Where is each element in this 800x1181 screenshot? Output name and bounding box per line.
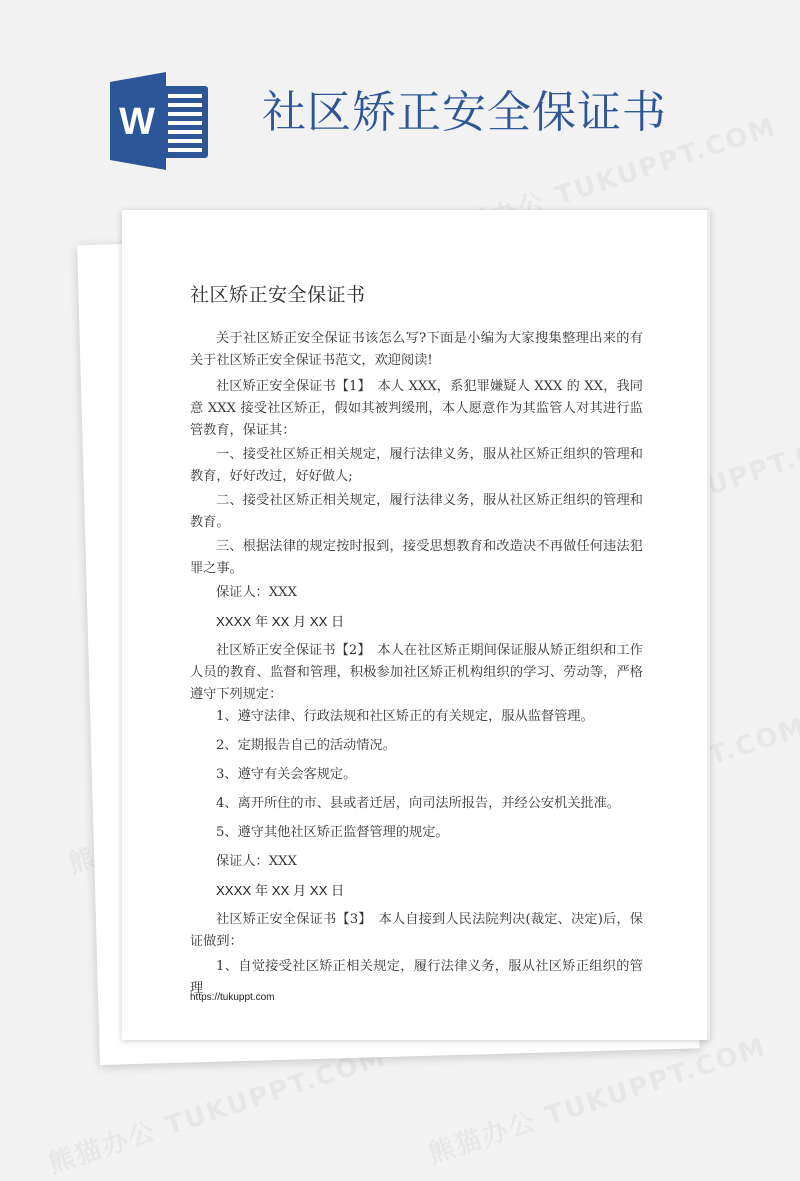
document-title: 社区矫正安全保证书 — [190, 284, 366, 306]
list-item: 3、遵守有关会客规定。 — [216, 767, 357, 782]
list-item: 1、遵守法律、行政法规和社区矫正的有关规定，服从监督管理。 — [216, 709, 594, 724]
date-line: XXXX 年 XX 月 XX 日 — [216, 614, 345, 629]
list-item: 5、遵守其他社区矫正监督管理的规定。 — [216, 825, 449, 840]
document-page — [122, 210, 710, 1040]
banner-title: 社区矫正安全保证书 — [262, 87, 667, 138]
signatory-line: 保证人：XXX — [216, 585, 297, 600]
footer-url: https://tukuppt.com — [190, 992, 275, 1003]
list-item: 2、定期报告自己的活动情况。 — [216, 738, 396, 753]
date-line: XXXX 年 XX 月 XX 日 — [216, 883, 345, 898]
paragraph-item: 三、根据法律的规定按时报到，接受思想教育和改造决不再做任何违法犯罪之事。 — [190, 539, 643, 576]
paragraph-section-1: 社区矫正安全保证书【1】 本人 XXX，系犯罪嫌疑人 XXX 的 XX，我同意 XXX 接受社区矫正，假如其被判缓刑，本人愿意作为其监管人对其进行监管教育，保证其： — [190, 379, 643, 438]
paragraph-intro: 关于社区矫正安全保证书该怎么写?下面是小编为大家搜集整理出来的有关于社区矫正安全保证书范文，欢迎阅读! — [190, 331, 643, 368]
paragraph-section-2: 社区矫正安全保证书【2】 本人在社区矫正期间保证服从矫正组织和工作人员的教育、监督和管理，积极参加社区矫正机构组织的学习、劳动等，严格遵守下列规定： — [190, 643, 643, 702]
list-item: 1、自觉接受社区矫正相关规定，履行法律义务，服从社区矫正组织的管理 — [190, 959, 643, 996]
banner — [0, 0, 800, 200]
signatory-line: 保证人：XXX — [216, 854, 297, 869]
paragraph-item: 一、接受社区矫正相关规定，履行法律义务，服从社区矫正组织的管理和教育，好好改过，好好做人; — [190, 447, 643, 484]
paragraph-item: 二、接受社区矫正相关规定，履行法律义务，服从社区矫正组织的管理和教育。 — [190, 493, 643, 530]
list-item: 4、离开所住的市、县或者迁居，向司法所报告，并经公安机关批准。 — [216, 796, 621, 811]
paragraph-section-3: 社区矫正安全保证书【3】 本人自接到人民法院判决(裁定、决定)后，保证做到： — [190, 912, 643, 949]
svg-text:W: W — [119, 101, 155, 143]
word-document-icon — [110, 72, 210, 170]
